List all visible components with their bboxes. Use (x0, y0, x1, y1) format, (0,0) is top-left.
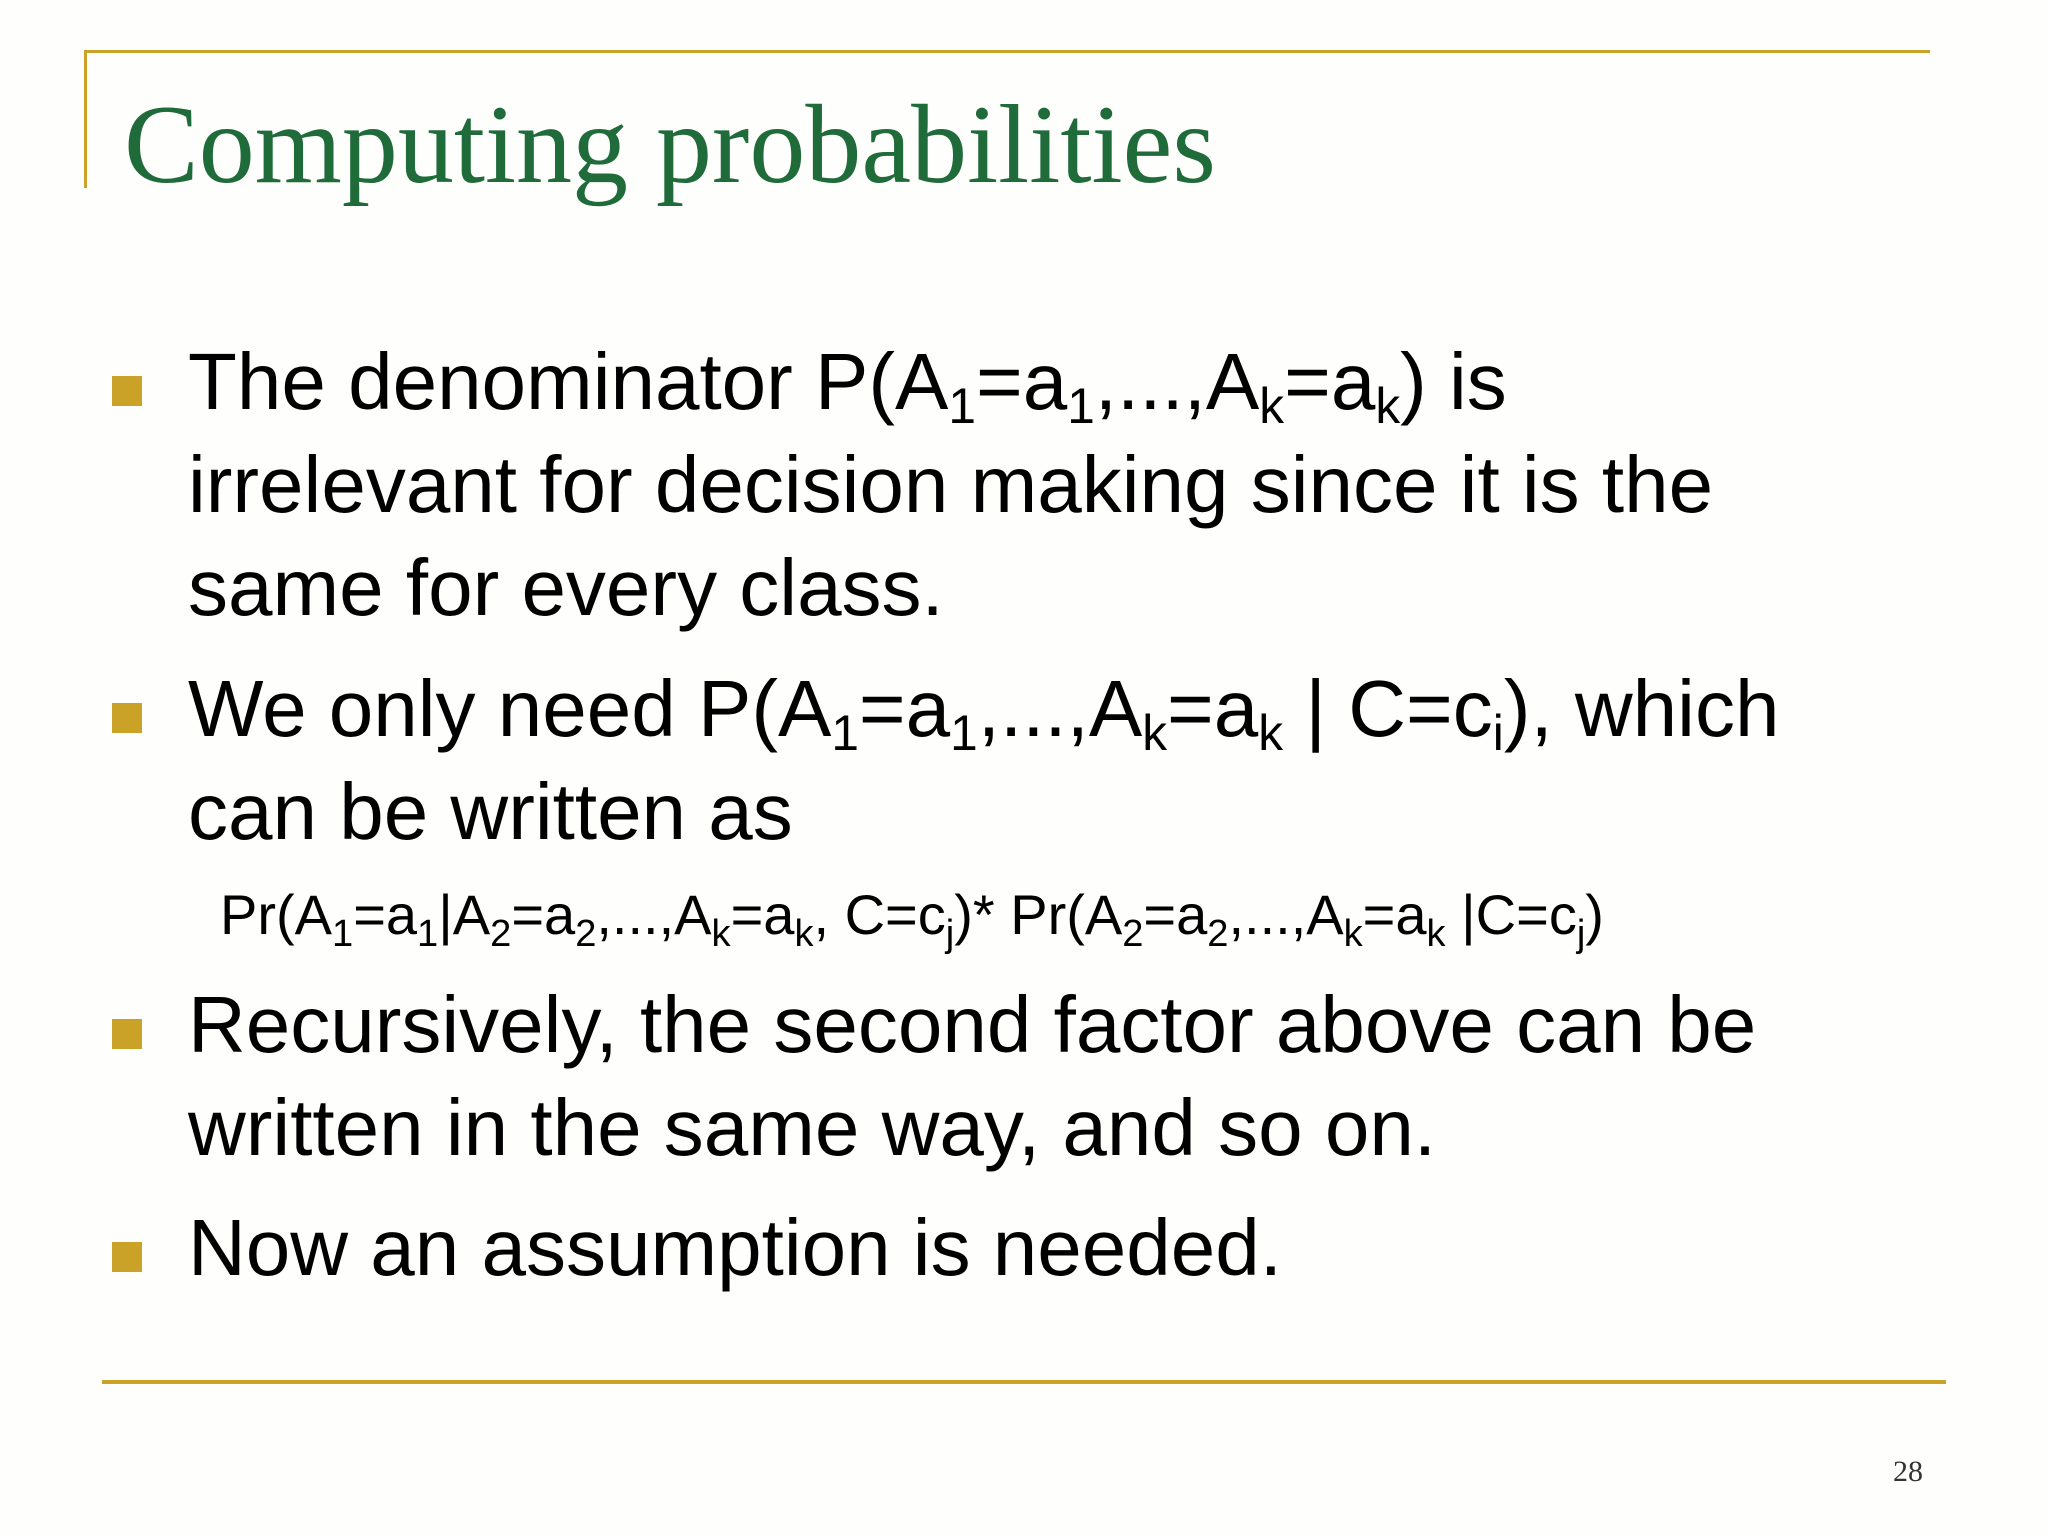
bullet-3-line-1: Recursively, the second factor above can be (188, 980, 1757, 1069)
square-bullet-icon (112, 376, 142, 406)
slide-title: Computing probabilities (124, 83, 1216, 207)
bullet-2-line-1: We only need $P(A_1=a_1,...,A_k=a_k$ | $C=c_i$), which (188, 664, 1780, 761)
frame-top-rule (84, 50, 1930, 53)
square-bullet-icon (112, 1019, 142, 1049)
square-bullet-icon (112, 703, 142, 733)
square-bullet-icon (112, 1242, 142, 1272)
page-number: 28 (1893, 1455, 1923, 1488)
conditional-probability-formula: $Pr(A_1=a_1|A_2=a_2,...,A_k=a_k$, $C=c_j)*$ $Pr(A_2=a_2,...,A_k=a_k$ $|C=c_j$) (220, 883, 1604, 956)
frame-left-rule (84, 50, 87, 188)
bullet-1-line-1: The denominator $P(A_1=a_1,...,A_k=a_k)$ is (188, 337, 1507, 434)
bullet-2-line-2: can be written as (188, 767, 793, 856)
bullet-1-line-3: same for every class. (188, 543, 944, 632)
footer-rule (102, 1380, 1946, 1384)
bullet-1-line-2: irrelevant for decision making since it is the (188, 440, 1714, 529)
bullet-4-line-1: Now an assumption is needed. (188, 1203, 1282, 1292)
bullet-3-line-2: written in the same way, and so on. (188, 1083, 1437, 1172)
